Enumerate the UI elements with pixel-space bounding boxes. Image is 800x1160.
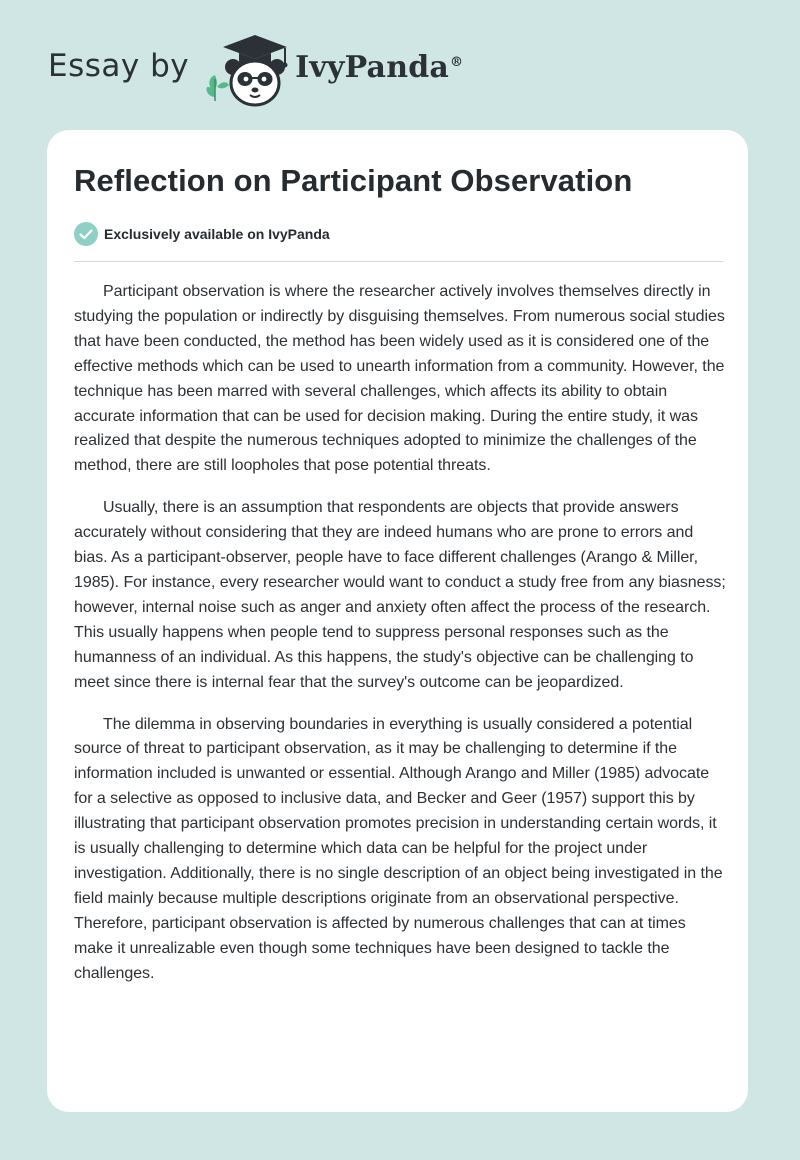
brand-name-text: IvyPanda	[295, 49, 450, 85]
registered-mark: ®	[450, 54, 464, 70]
brand-name[interactable]	[295, 50, 463, 85]
checkmark-circle-icon	[74, 222, 98, 246]
essay-body	[74, 280, 726, 1003]
title-divider	[74, 261, 723, 262]
essay-card	[47, 130, 748, 1112]
exclusive-badge-text: Exclusively available on IvyPanda	[104, 226, 330, 242]
exclusive-badge	[74, 222, 330, 246]
panda-graduate-logo-icon[interactable]	[203, 31, 293, 109]
brand-header	[48, 30, 463, 110]
essay-paragraph-1: Participant observation is where the researcher actively involves themselves directly in studying the population or indirectly by disguising themselves. From numerous social studies that have been conducted, the method has been widely used as it is considered one of the effective methods which can be used to unearth information from a community. However, the technique has been marred with several challenges, which affects its ability to obtain accurate information that can be used for decision making. During the entire study, it was realized that despite the numerous techniques adopted to minimize the challenges of the method, there are still loopholes that pose potential threats.	[74, 283, 725, 475]
brand-prefix: Essay by	[48, 48, 190, 84]
essay-paragraph-3: The dilemma in observing boundaries in everything is usually considered a potential source of threat to participant observation, as it may be challenging to determine if the information included is unwanted or essential. Although Arango and Miller (1985) advocate for a selective as opposed to inclusive data, and Becker and Geer (1957) support this by illustrating that participant observation promotes precision in understanding certain words, it is usually challenging to determine which data can be helpful for the project under investigation. Additionally, there is no single description of an object being investigated in the field mainly because multiple descriptions originate from an observational perspective. Therefore, participant observation is affected by numerous challenges that can at times make it unrealizable even though some techniques have been designed to tackle the challenges.	[74, 715, 723, 982]
essay-paragraph-2: Usually, there is an assumption that respondents are objects that provide answers accurately without considering that they are indeed humans who are prone to errors and bias. As a participant-observer, people have to face different challenges (Arango & Miller, 1985). For instance, every researcher would want to conduct a study free from any biasness; however, internal noise such as anger and anxiety often affect the process of the research. This usually happens when people tend to suppress personal responses such as the humanness of an individual. As this happens, the study's objective can be challenging to meet since there is internal fear that the survey's outcome can be jeopardized.	[74, 499, 726, 691]
page-title: Reflection on Participant Observation	[74, 163, 633, 198]
